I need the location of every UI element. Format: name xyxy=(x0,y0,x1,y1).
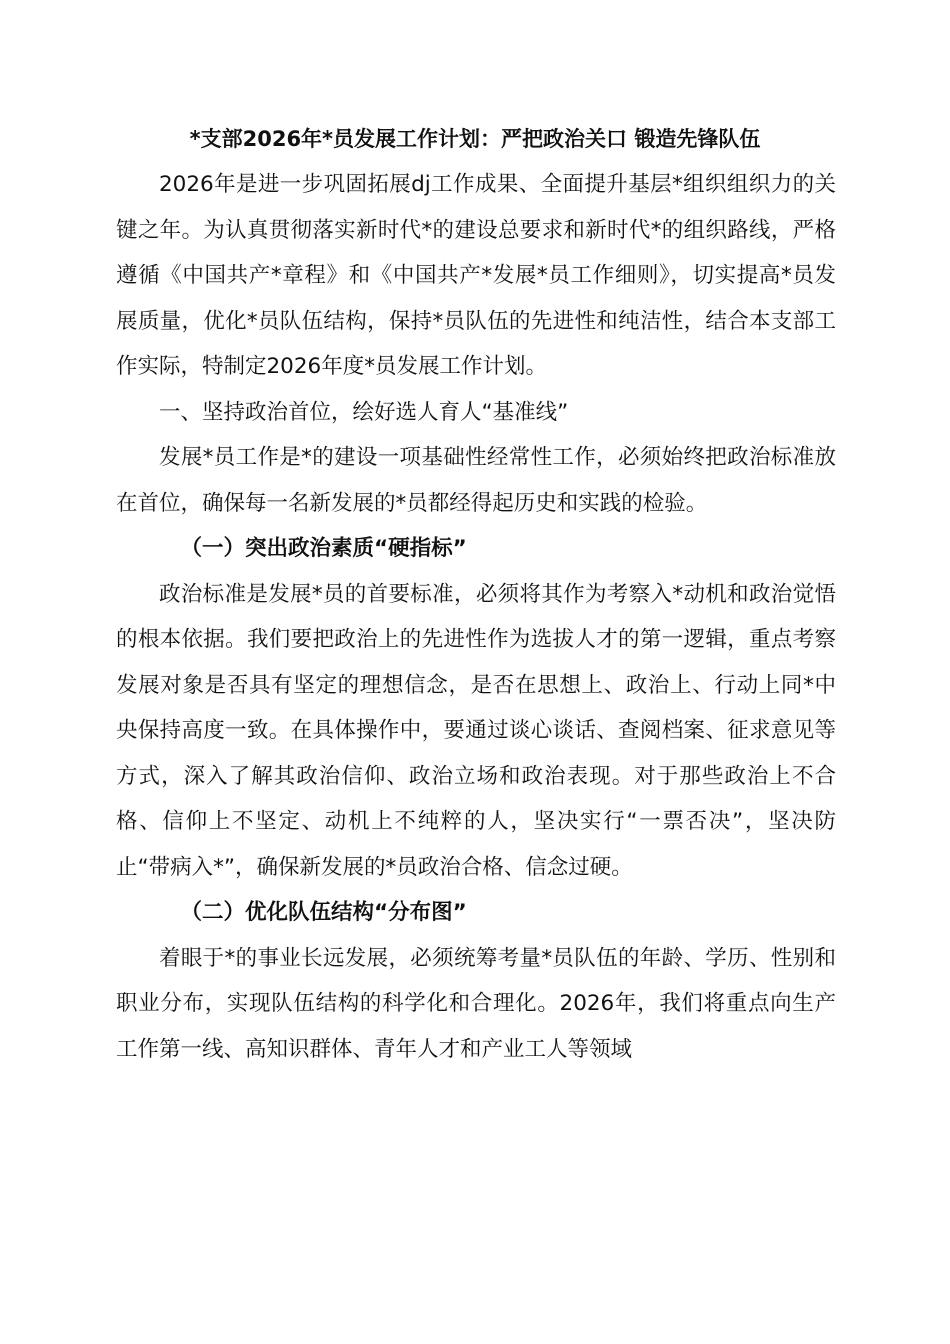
subsection-1-heading: （一）突出政治素质“硬指标” xyxy=(180,536,467,561)
section-1-paragraph: 发展*员工作是*的建设一项基础性经常性工作，必须始终把政治标准放在首位，确保每一名新发展的*员都经得起历史和实践的检验。 xyxy=(116,445,836,516)
subsection-2-heading: （二）优化队伍结构“分布图” xyxy=(180,900,467,925)
subsection-2-paragraph: 着眼于*的事业长远发展，必须统筹考量*员队伍的年龄、学历、性别和职业分布，实现队伍结构的科学化和合理化。2026年，我们将重点向生产工作第一线、高知识群体、青年人才和产业工人等领域 xyxy=(116,945,836,1062)
subsection-1-paragraph: 政治标准是发展*员的首要标准，必须将其作为考察入*动机和政治觉悟的根本依据。我们要把政治上的先进性作为选拔人才的第一逻辑，重点考察发展对象是否具有坚定的理想信念，是否在思想上、政治上、行动上同*中央保持高度一致。在具体操作中，要通过谈心谈话、查阅档案、征求意见等方式，深入了解其政治信仰、政治立场和政治表现。对于那些政治上不合格、信仰上不坚定、动机上不纯粹的人，坚决实行“一票否决”，坚决防止“带病入*”，确保新发展的*员政治合格、信念过硬。 xyxy=(116,581,836,880)
document-body xyxy=(116,162,836,1072)
document-title: *支部2026年*员发展工作计划：严把政治关口 锻造先锋队伍 xyxy=(189,127,761,151)
intro-paragraph: 2026年是进一步巩固拓展dj工作成果、全面提升基层*组织组织力的关键之年。为认真贯彻落实新时代*的建设总要求和新时代*的组织路线，严格遵循《中国共产*章程》和《中国共产*发展*员工作细则》，切实提高*员发展质量，优化*员队伍结构，保持*员队伍的先进性和纯洁性，结合本支部工作实际，特制定2026年度*员发展工作计划。 xyxy=(116,172,836,379)
section-1-heading: 一、坚持政治首位，绘好选人育人“基准线” xyxy=(159,399,569,425)
